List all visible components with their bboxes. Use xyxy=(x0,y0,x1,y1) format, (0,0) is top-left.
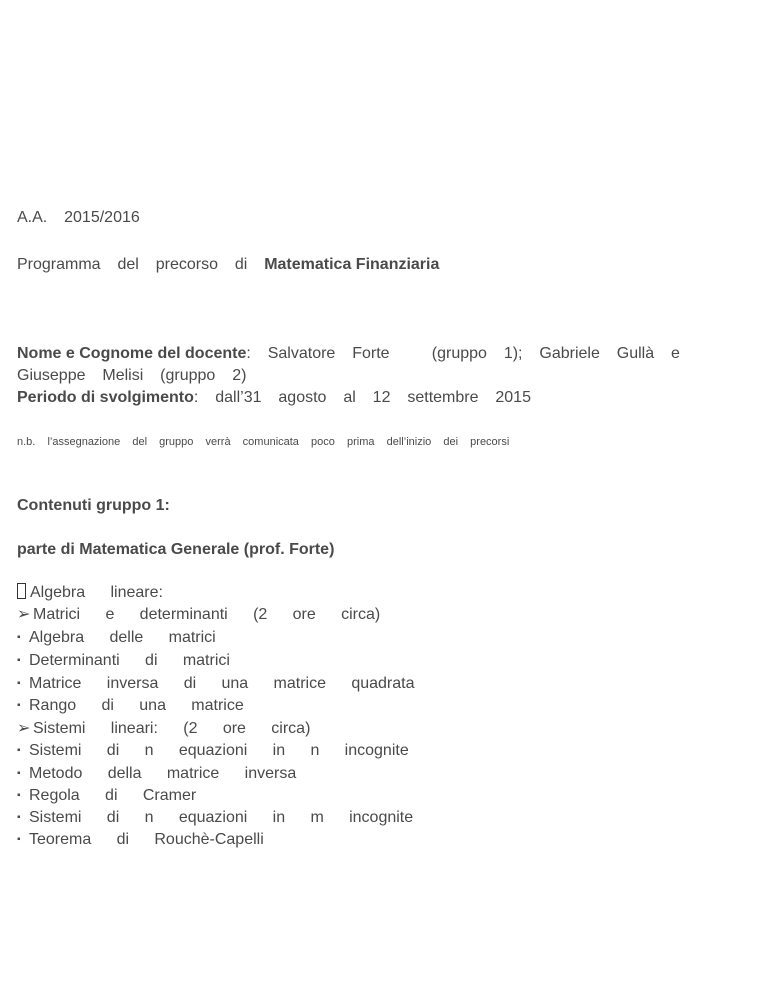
section-1-label: Matrici e determinanti (2 ore circa) xyxy=(33,606,381,623)
list-item-label: Sistemi di n equazioni in n incognite xyxy=(29,742,409,759)
list-item-label: Algebra delle matrici xyxy=(29,629,216,646)
period-label: Periodo di svolgimento xyxy=(17,389,194,406)
list-item-label: Matrice inversa di una matrice quadrata xyxy=(29,675,415,692)
list-item-label: Metodo della matrice inversa xyxy=(29,765,297,782)
list-item-label: Regola di Cramer xyxy=(29,787,197,804)
section-2-line xyxy=(17,719,310,739)
list-item xyxy=(17,651,230,671)
list-item xyxy=(17,696,244,716)
list-item-label: Teorema di Rouchè-Capelli xyxy=(29,831,264,848)
list-item xyxy=(17,674,414,694)
period-line xyxy=(17,388,531,408)
arrow-bullet-icon: ➢ xyxy=(17,606,31,623)
teacher-line-2: Giuseppe Melisi (gruppo 2) xyxy=(17,367,247,384)
part-heading: parte di Matematica Generale (prof. Forte) xyxy=(17,541,335,558)
teacher-value: Salvatore Forte (gruppo 1); Gabriele Gullà e xyxy=(250,345,680,362)
teacher-sep: : xyxy=(246,345,251,362)
arrow-bullet-icon: ➢ xyxy=(17,720,31,737)
list-item xyxy=(17,628,216,648)
square-bullet-icon: ▪ xyxy=(17,768,21,779)
note-text: n.b. l’assegnazione del gruppo verrà comunicata poco prima dell’inizio dei precorsi xyxy=(17,436,510,448)
list-item xyxy=(17,741,409,761)
topic-label: Algebra lineare: xyxy=(30,584,163,601)
square-bullet-icon: ▪ xyxy=(17,790,21,801)
square-bullet-icon: ▪ xyxy=(17,655,21,666)
square-bullet-icon: ▪ xyxy=(17,700,21,711)
teacher-label: Nome e Cognome del docente xyxy=(17,345,247,362)
list-item-label: Rango di una matrice xyxy=(29,697,244,714)
square-bullet-icon: ▪ xyxy=(17,834,21,845)
contents-heading: Contenuti gruppo 1: xyxy=(17,497,170,514)
programme-subject: Matematica Finanziaria xyxy=(264,256,440,273)
square-bullet-icon: ▪ xyxy=(17,745,21,756)
list-item xyxy=(17,786,196,806)
square-bullet-icon: ▪ xyxy=(17,632,21,643)
section-2-label: Sistemi lineari: (2 ore circa) xyxy=(33,720,311,737)
list-item xyxy=(17,830,264,850)
list-item-label: Determinanti di matrici xyxy=(29,652,230,669)
programme-title xyxy=(17,255,439,275)
square-bullet-icon: ▪ xyxy=(17,678,21,689)
list-item xyxy=(17,808,413,828)
list-item xyxy=(17,764,296,784)
missing-glyph-box-icon xyxy=(17,583,26,599)
period-value: : dall’31 agosto al 12 settembre 2015 xyxy=(193,389,531,406)
teacher-line xyxy=(17,344,680,364)
section-1-line xyxy=(17,605,380,625)
square-bullet-icon: ▪ xyxy=(17,812,21,823)
academic-year: A.A. 2015/2016 xyxy=(17,209,140,226)
list-item-label: Sistemi di n equazioni in m incognite xyxy=(29,809,414,826)
topic-line xyxy=(17,583,163,603)
programme-prefix: Programma del precorso di xyxy=(17,256,265,273)
